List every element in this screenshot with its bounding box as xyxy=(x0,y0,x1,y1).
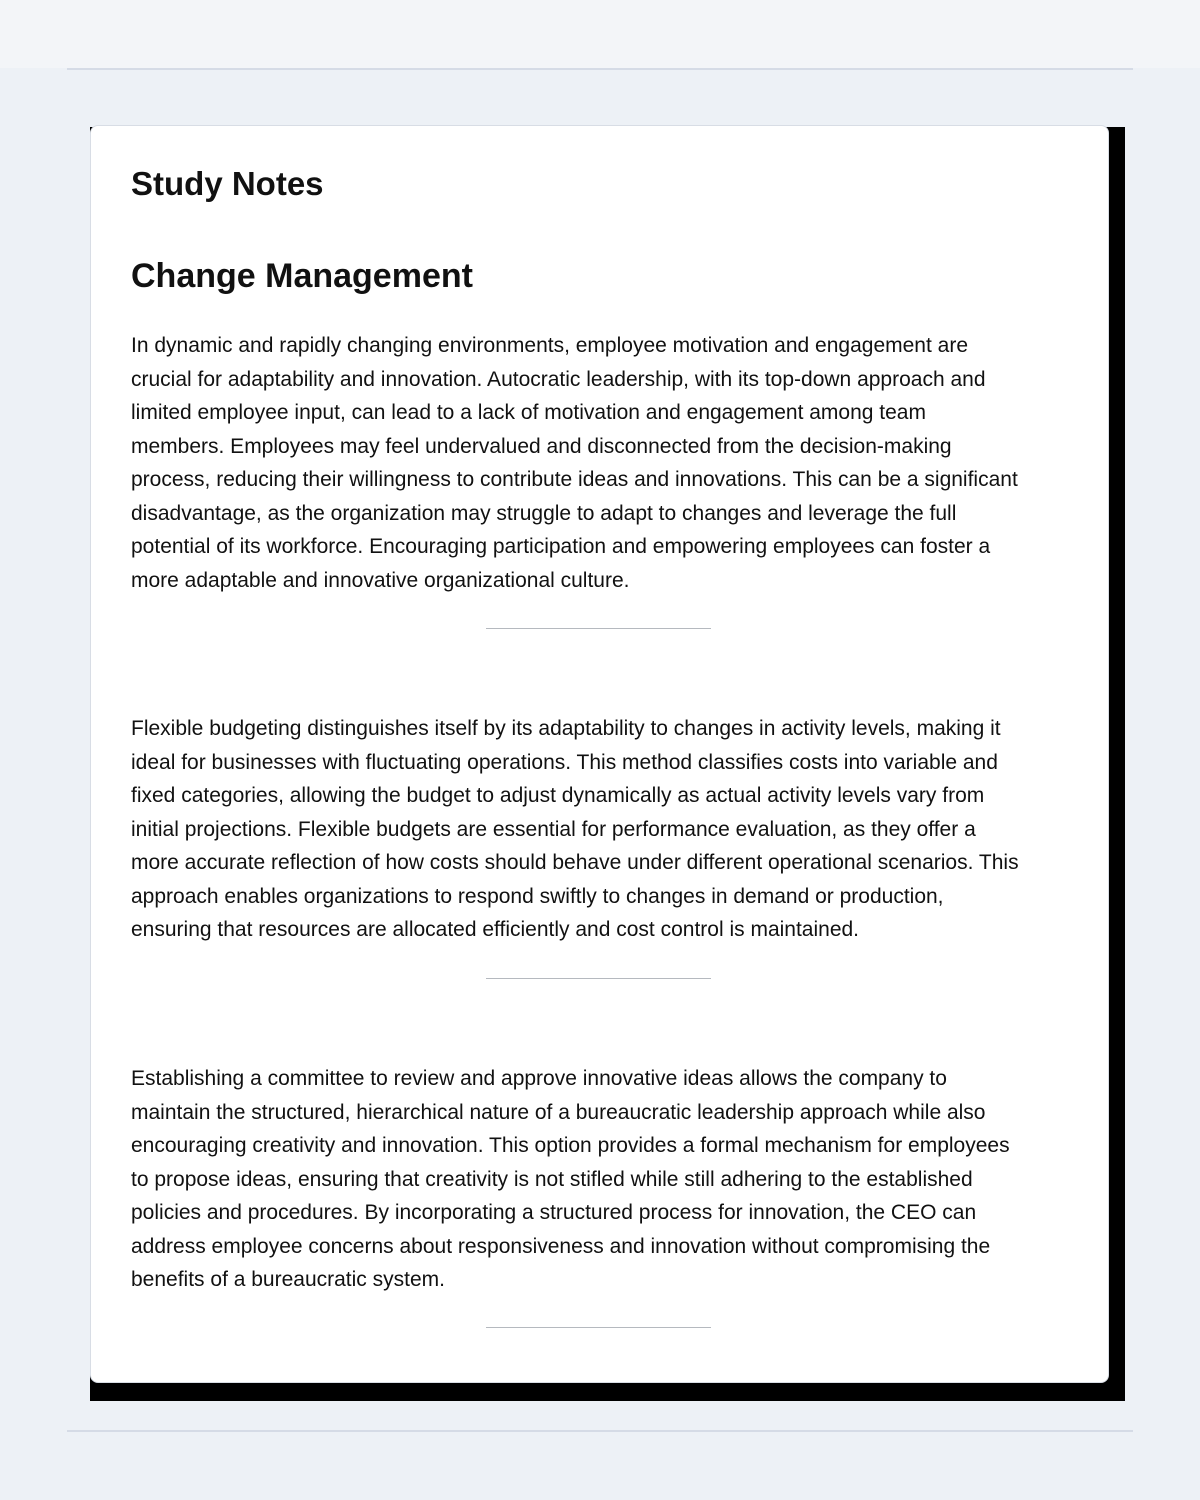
paragraph-line: In dynamic and rapidly changing environments, employee motivation and engagement are xyxy=(131,334,969,357)
paragraph-line: more accurate reflection of how costs should behave under different operational scenarios. This xyxy=(131,851,1019,874)
section-heading: Change Management xyxy=(131,257,473,295)
bottom-divider-rule xyxy=(67,1430,1133,1432)
paragraph-line: address employee concerns about responsiveness and innovation without compromising the xyxy=(131,1234,991,1258)
paragraph-line: policies and procedures. By incorporating a structured process for innovation, the CEO can xyxy=(131,1201,977,1224)
paragraph-line: disadvantage, as the organization may struggle to adapt to changes and leverage the full xyxy=(131,501,957,525)
paragraph-line: limited employee input, can lead to a lack of motivation and engagement among team xyxy=(131,401,926,424)
paragraph-line: ensuring that resources are allocated efficiently and cost control is maintained. xyxy=(131,918,860,941)
paragraph-line: to propose ideas, ensuring that creativity is not stifled while still adhering to the established xyxy=(131,1167,973,1191)
paragraph-line: process, reducing their willingness to contribute ideas and innovations. This can be a significant xyxy=(131,468,1018,491)
paragraph-3 xyxy=(131,1062,1071,1297)
paragraph-line: maintain the structured, hierarchical nature of a bureaucratic leadership approach while also xyxy=(131,1100,986,1124)
paragraph-line: initial projections. Flexible budgets are essential for performance evaluation, as they offer a xyxy=(131,817,976,841)
paragraph-1 xyxy=(131,329,1071,597)
paragraph-line: fixed categories, allowing the budget to adjust dynamically as actual activity levels vary from xyxy=(131,784,985,807)
section-divider xyxy=(486,1327,711,1328)
paragraph-2 xyxy=(131,712,1071,947)
paragraph-line: approach enables organizations to respond swiftly to changes in demand or production, xyxy=(131,884,944,908)
paragraph-line: crucial for adaptability and innovation. Autocratic leadership, with its top-down approach and xyxy=(131,367,986,391)
top-band xyxy=(0,0,1200,68)
paragraph-line: potential of its workforce. Encouraging participation and empowering employees can foster a xyxy=(131,535,991,558)
section-divider xyxy=(486,978,711,979)
page-title: Study Notes xyxy=(131,165,324,202)
paragraph-line: benefits of a bureaucratic system. xyxy=(131,1268,445,1291)
paragraph-line: ideal for businesses with fluctuating operations. This method classifies costs into variable and xyxy=(131,750,998,774)
document-page xyxy=(90,125,1109,1383)
paragraph-line: more adaptable and innovative organizational culture. xyxy=(131,568,630,592)
top-divider-rule xyxy=(67,68,1133,70)
paragraph-line: Establishing a committee to review and approve innovative ideas allows the company to xyxy=(131,1067,947,1090)
section-divider xyxy=(486,628,711,629)
paragraph-line: Flexible budgeting distinguishes itself by its adaptability to changes in activity levels, making it xyxy=(131,717,1001,740)
paragraph-line: members. Employees may feel undervalued and disconnected from the decision-making xyxy=(131,434,952,458)
paragraph-line: encouraging creativity and innovation. This option provides a formal mechanism for employees xyxy=(131,1134,1010,1157)
